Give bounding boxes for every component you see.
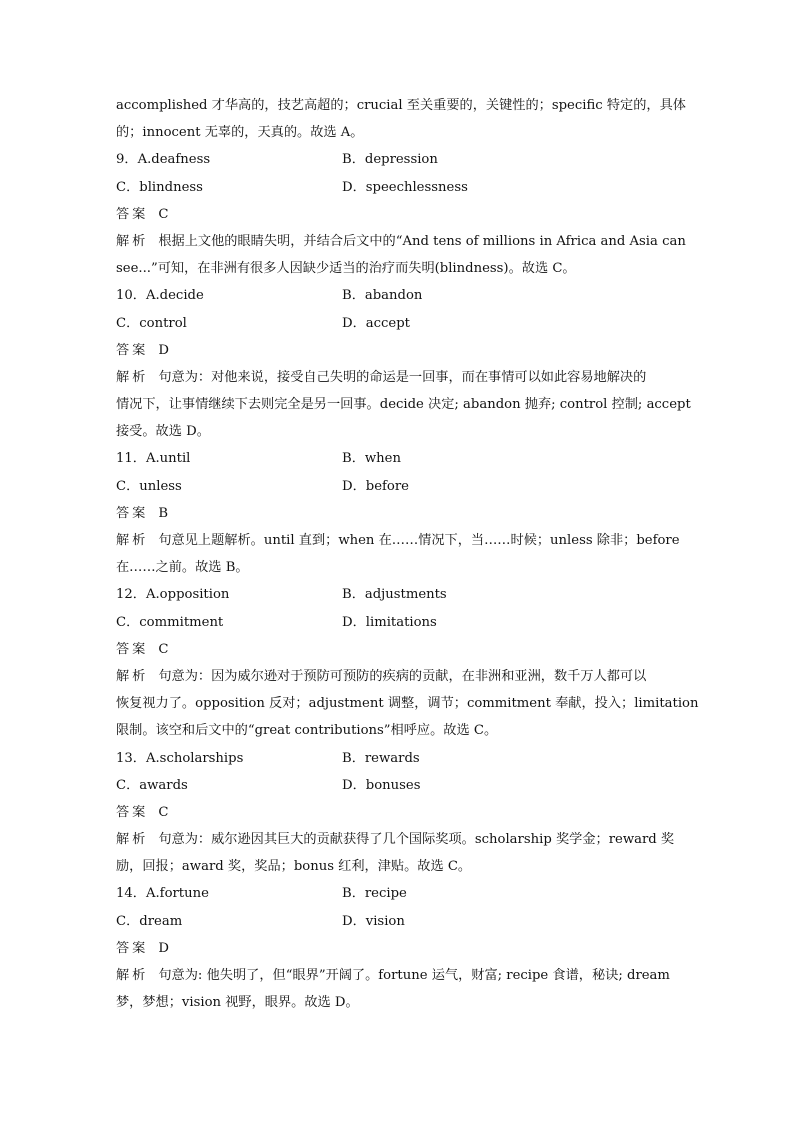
analysis-line (116, 364, 680, 391)
question-options-row (116, 146, 680, 173)
analysis-text: 恢复视力了。opposition 反对；adjustment 调整，调节；commitment 奉献，投入；limitation (116, 696, 699, 712)
analysis-line (116, 663, 680, 690)
intro-text: 的；innocent 无辜的，天真的。故选 A。 (116, 125, 364, 141)
analysis-text: 句意为：因为威尔逊对于预防可预防的疾病的贡献，在非洲和亚洲，数千万人都可以 (158, 668, 647, 684)
option-d: D．vision (342, 913, 405, 929)
intro-text: accomplished 才华高的，技艺高超的；crucial 至关重要的，关键性的；specific 特定的，具体 (116, 98, 686, 113)
option-a: 9．A.deafness (116, 152, 211, 168)
option-d: D．accept (342, 315, 410, 331)
option-b: B．abandon (342, 288, 423, 304)
answer-value: B (158, 505, 169, 521)
analysis-line (116, 989, 680, 1016)
question-options-row (116, 445, 680, 472)
option-b: B．rewards (342, 750, 420, 766)
option-c: C．blindness (116, 179, 203, 195)
option-b: B．depression (342, 152, 438, 168)
option-d: D．bonuses (342, 777, 421, 793)
answer-line (116, 337, 680, 364)
analysis-label: 解析 (116, 832, 149, 848)
analysis-text: 句意见上题解析。until 直到；when 在……情况下，当……时候；unless 除非；before (158, 533, 680, 548)
intro-line (116, 119, 680, 146)
answer-value: C (158, 804, 169, 820)
option-a: 13．A.scholarships (116, 750, 244, 766)
question-options-row (116, 310, 680, 337)
answer-value: D (158, 940, 169, 956)
option-a: 12．A.opposition (116, 587, 230, 603)
answer-line (116, 935, 680, 962)
option-d: D．limitations (342, 614, 437, 630)
option-a: 11．A.until (116, 451, 191, 467)
analysis-text: 接受。故选 D。 (116, 424, 210, 440)
analysis-text: 句意为: 他失明了，但“眼界”开阔了。fortune 运气，财富; recipe 食谱，秘诀; dream (158, 968, 670, 983)
answer-label: 答案 (116, 342, 149, 358)
analysis-text: 句意为：对他来说，接受自己失明的命运是一回事，而在事情可以如此容易地解决的 (158, 369, 647, 385)
analysis-label: 解析 (116, 968, 149, 983)
analysis-line (116, 826, 680, 853)
question-options-row (116, 908, 680, 935)
question-options-row (116, 174, 680, 201)
analysis-line (116, 717, 680, 744)
question-options-row (116, 772, 680, 799)
analysis-line (116, 391, 691, 418)
question-options-row (116, 880, 680, 907)
answer-label: 答案 (116, 804, 149, 820)
analysis-line (116, 228, 686, 255)
answer-line (116, 799, 680, 826)
question-options-row (116, 473, 680, 500)
document-page (116, 92, 699, 1016)
answer-value: D (158, 342, 169, 358)
analysis-label: 解析 (116, 233, 149, 249)
analysis-label: 解析 (116, 668, 149, 684)
analysis-line (116, 527, 680, 554)
intro-line (116, 92, 686, 119)
answer-value: C (158, 641, 169, 657)
answer-line (116, 500, 680, 527)
answer-label: 答案 (116, 940, 149, 956)
answer-value: C (158, 206, 169, 222)
analysis-line (116, 418, 680, 445)
analysis-label: 解析 (116, 533, 149, 548)
analysis-text: 梦，梦想；vision 视野，眼界。故选 D。 (116, 995, 359, 1011)
analysis-text: 根据上文他的眼睛失明，并结合后文中的“And tens of millions in Africa and Asia can (158, 233, 686, 249)
option-c: C．awards (116, 777, 188, 793)
analysis-text: see...”可知，在非洲有很多人因缺少适当的治疗而失明(blindness)。故选 C。 (116, 261, 576, 277)
option-d: D．before (342, 478, 409, 494)
question-options-row (116, 581, 680, 608)
answer-line (116, 636, 680, 663)
question-options-row (116, 609, 680, 636)
option-c: C．commitment (116, 614, 224, 630)
answer-label: 答案 (116, 505, 149, 521)
answer-line (116, 201, 680, 228)
option-d: D．speechlessness (342, 179, 468, 195)
answer-label: 答案 (116, 206, 149, 222)
answer-label: 答案 (116, 641, 149, 657)
question-options-row (116, 282, 680, 309)
analysis-line (116, 554, 680, 581)
option-b: B．adjustments (342, 587, 447, 603)
analysis-text: 限制。该空和后文中的“great contributions”相呼应。故选 C。 (116, 723, 498, 739)
analysis-text: 情况下，让事情继续下去则完全是另一回事。decide 决定; abandon 抛弃; control 控制; accept (116, 397, 691, 413)
option-a: 14．A.fortune (116, 886, 209, 902)
option-b: B．recipe (342, 886, 407, 902)
question-options-row (116, 745, 680, 772)
option-b: B．when (342, 451, 401, 467)
analysis-line (116, 962, 680, 989)
analysis-line (116, 255, 680, 282)
analysis-label: 解析 (116, 369, 149, 385)
analysis-text: 句意为：威尔逊因其巨大的贡献获得了几个国际奖项。scholarship 奖学金；reward 奖 (158, 832, 675, 848)
analysis-line (116, 853, 680, 880)
option-c: C．unless (116, 478, 182, 494)
option-c: C．dream (116, 913, 183, 929)
analysis-line (116, 690, 699, 717)
option-a: 10．A.decide (116, 288, 204, 304)
analysis-text: 在……之前。故选 B。 (116, 560, 249, 576)
analysis-text: 励，回报；award 奖，奖品；bonus 红利，津贴。故选 C。 (116, 859, 472, 875)
option-c: C．control (116, 315, 187, 331)
